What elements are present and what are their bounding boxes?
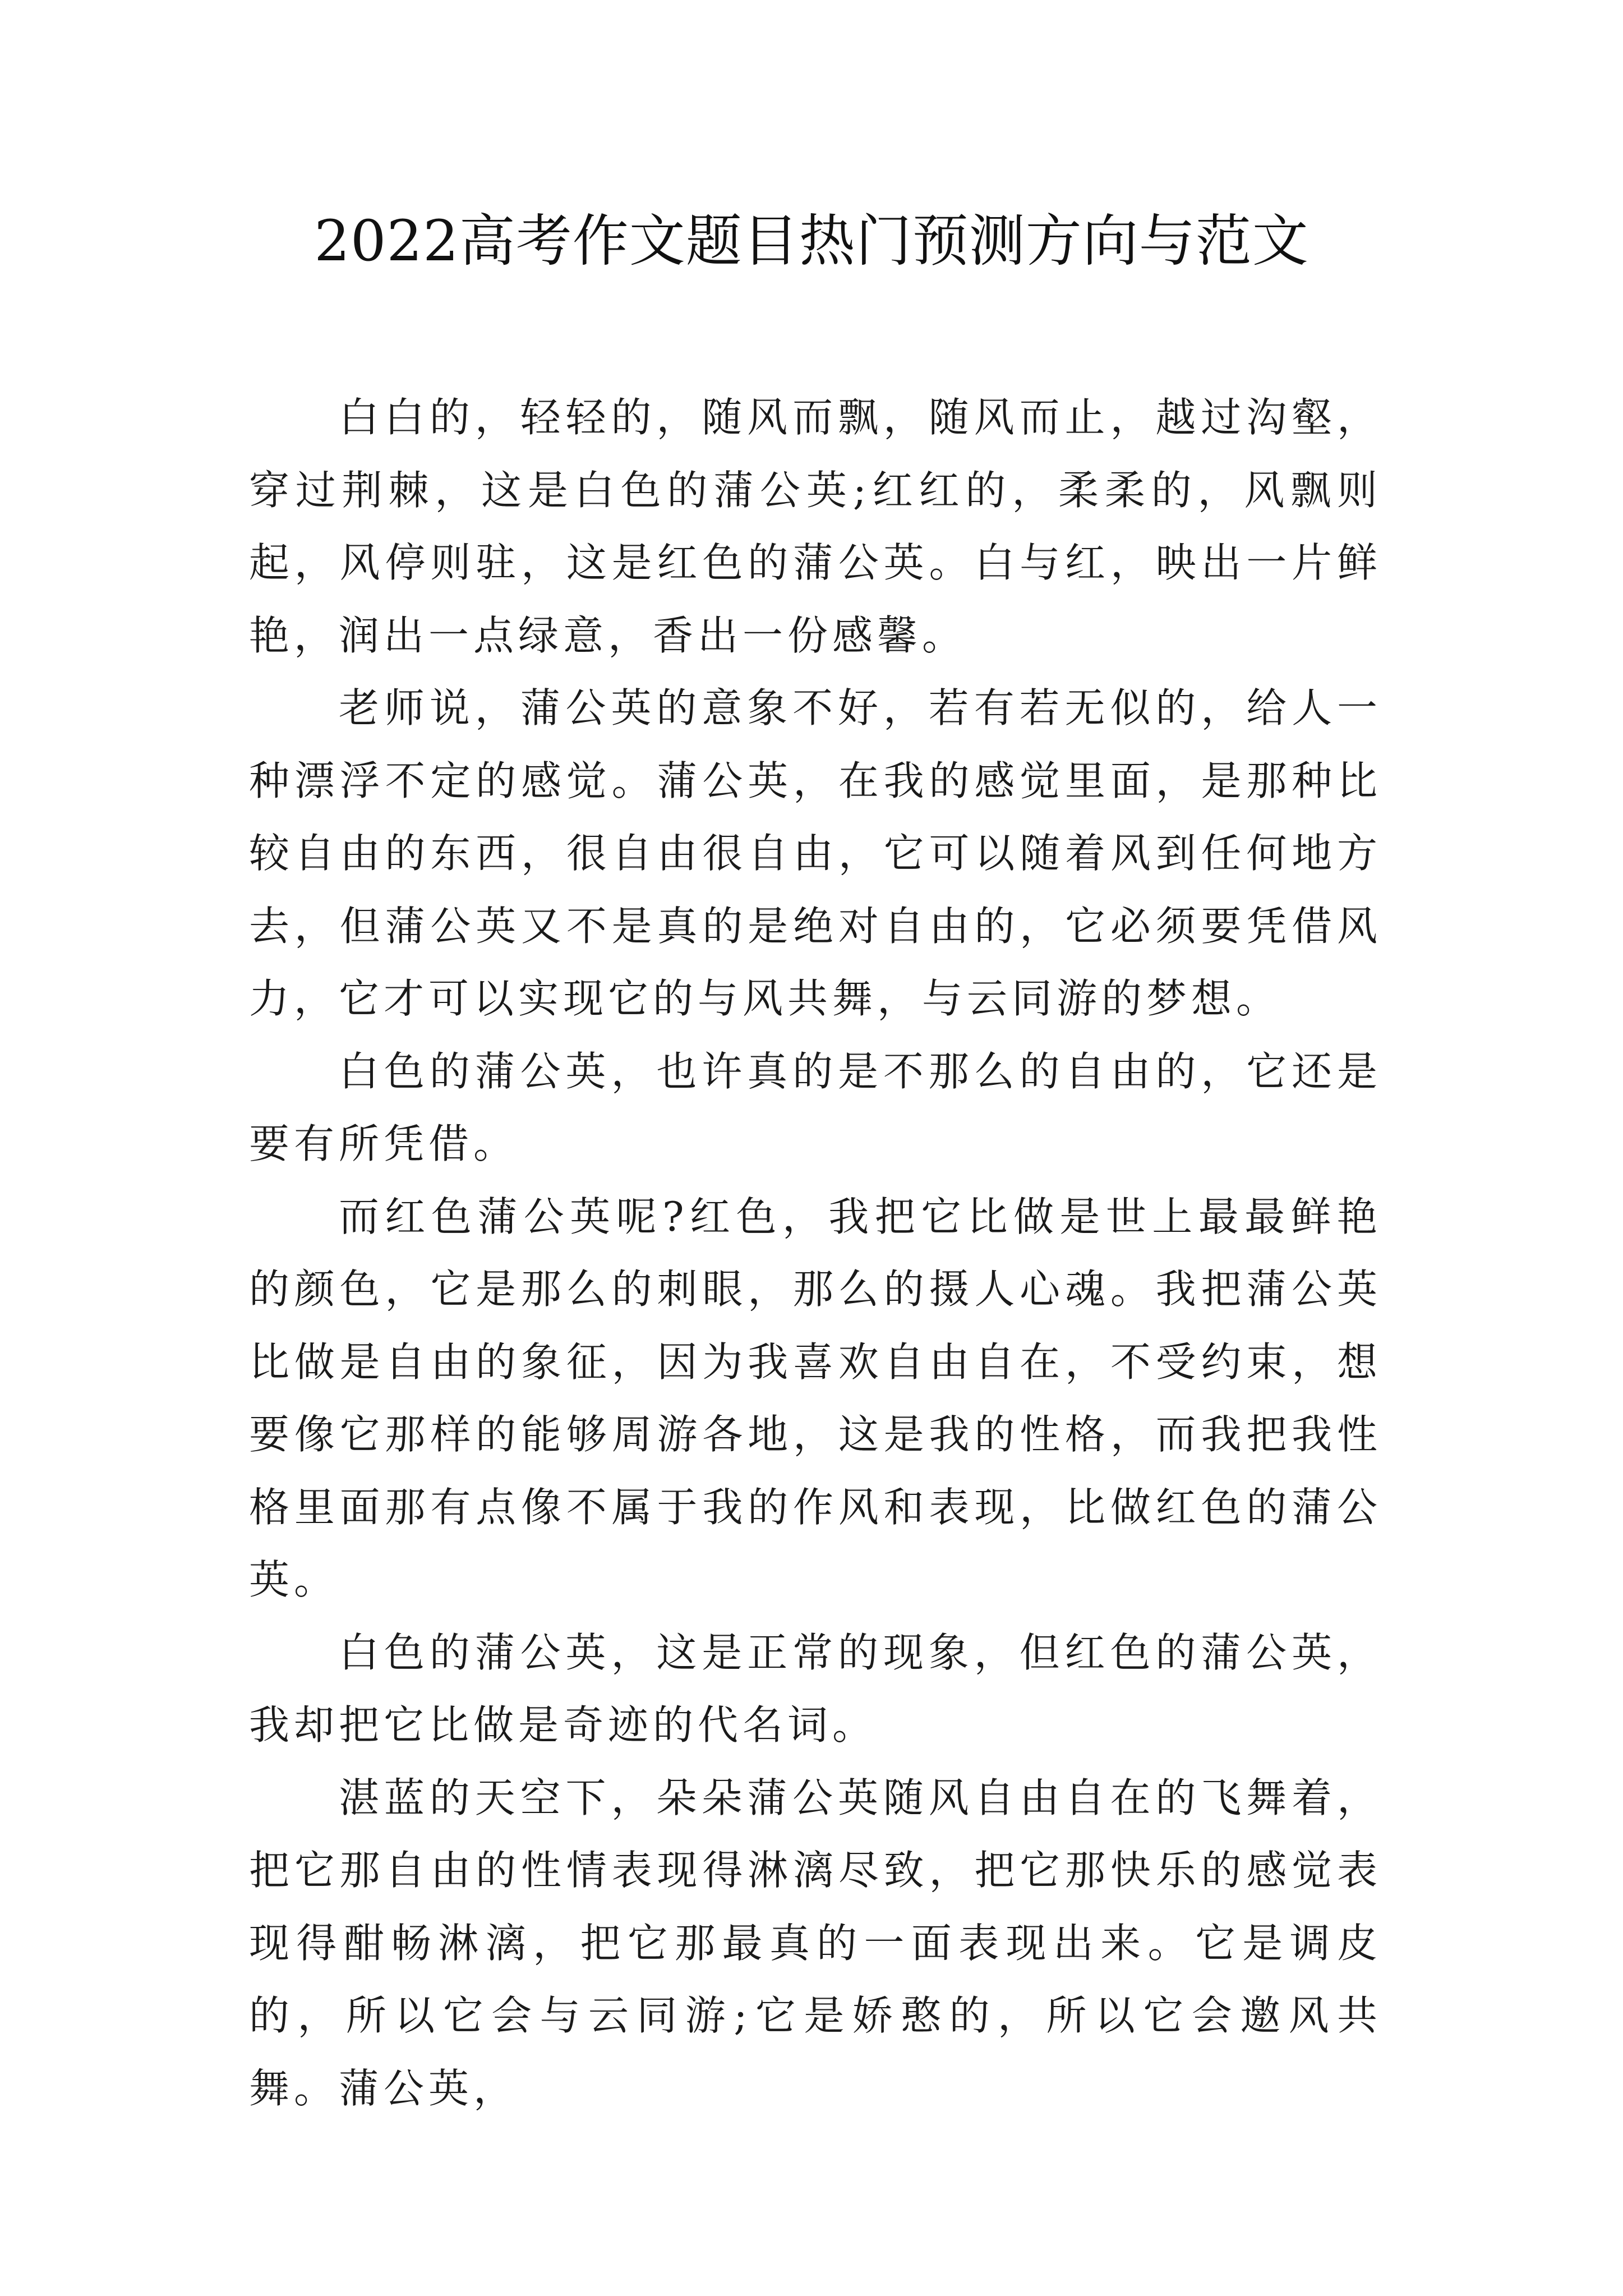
paragraph-1: 白白的，轻轻的，随风而飘，随风而止，越过沟壑，穿过荆棘，这是白色的蒲公英;红红的，柔柔的，风飘则起，风停则驻，这是红色的蒲公英。白与红，映出一片鲜艳，润出一点绿意，香出一份感馨。	[249, 394, 1382, 659]
document-body	[249, 381, 1382, 2125]
paragraph-5: 白色的蒲公英，这是正常的现象，但红色的蒲公英，我却把它比做是奇迹的代名词。	[249, 1628, 1382, 1749]
paragraph-3: 白色的蒲公英，也许真的是不那么的自由的，它还是要有所凭借。	[249, 1047, 1382, 1167]
paragraph-2: 老师说，蒲公英的意象不好，若有若无似的，给人一种漂浮不定的感觉。蒲公英，在我的感觉里面，是那种比较自由的东西，很自由很自由，它可以随着风到任何地方去，但蒲公英又不是真的是绝对自由的，它必须要凭借风力，它才可以实现它的与风共舞，与云同游的梦想。	[249, 684, 1382, 1022]
document-title: 2022高考作文题目热门预测方向与范文	[314, 208, 1309, 274]
paragraph-4: 而红色蒲公英呢?红色，我把它比做是世上最最鲜艳的颜色，它是那么的刺眼，那么的摄人心魂。我把蒲公英比做是自由的象征，因为我喜欢自由自在，不受约束，想要像它那样的能够周游各地，这是我的性格，而我把我性格里面那有点像不属于我的作风和表现，比做红色的蒲公英。	[249, 1193, 1382, 1603]
paragraph-6: 湛蓝的天空下，朵朵蒲公英随风自由自在的飞舞着，把它那自由的性情表现得淋漓尽致，把它那快乐的感觉表现得酣畅淋漓，把它那最真的一面表现出来。它是调皮的，所以它会与云同游;它是娇憨的，所以它会邀风共舞。蒲公英，	[249, 1774, 1382, 2112]
